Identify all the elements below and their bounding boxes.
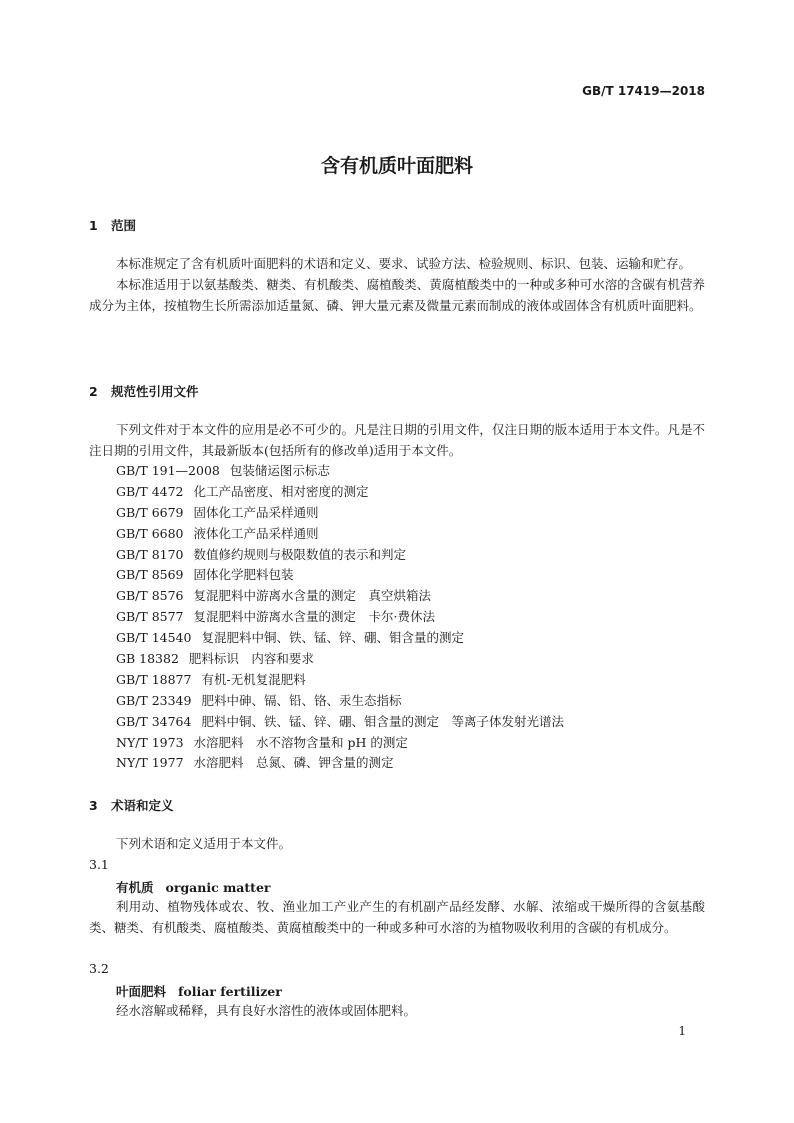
reference-title: 固体化学肥料包装 bbox=[193, 567, 294, 583]
reference-item bbox=[116, 753, 564, 774]
term-definition bbox=[89, 896, 705, 938]
section-title: 范围 bbox=[111, 218, 137, 233]
reference-title: 水溶肥料 水不溶物含量和 pH 的测定 bbox=[193, 734, 408, 750]
reference-title: 复混肥料中游离水含量的测定 真空烘箱法 bbox=[193, 588, 432, 604]
reference-code: GB/T 23349 bbox=[116, 692, 192, 708]
reference-item bbox=[116, 670, 564, 691]
reference-item bbox=[116, 565, 564, 586]
reference-code: GB/T 8569 bbox=[116, 567, 184, 583]
paragraph: 经水溶解或稀释，具有良好水溶性的液体或固体肥料。 bbox=[116, 1003, 417, 1018]
section-heading-scope bbox=[89, 216, 136, 234]
terms-intro bbox=[89, 833, 705, 854]
term-chinese: 叶面肥料 bbox=[116, 984, 167, 999]
reference-title: 包装储运图示标志 bbox=[229, 463, 330, 478]
reference-item bbox=[116, 607, 564, 628]
reference-code: GB/T 14540 bbox=[116, 630, 192, 646]
standard-code: GB/T 17419—2018 bbox=[582, 84, 705, 98]
reference-title: 固体化工产品采样通则 bbox=[193, 504, 319, 520]
reference-title: 复混肥料中铜、铁、锰、锌、硼、钼含量的测定 bbox=[201, 630, 464, 646]
reference-code: GB/T 191—2008 bbox=[116, 463, 220, 478]
page-number: 1 bbox=[678, 1024, 686, 1038]
reference-item bbox=[116, 691, 564, 712]
reference-code: GB/T 6680 bbox=[116, 525, 184, 541]
reference-code: GB/T 18877 bbox=[116, 671, 192, 687]
reference-item bbox=[116, 628, 564, 649]
reference-title: 肥料中砷、镉、铅、铬、汞生态指标 bbox=[201, 692, 402, 708]
reference-code: NY/T 1973 bbox=[116, 734, 184, 750]
reference-item bbox=[116, 482, 564, 503]
reference-item bbox=[116, 649, 564, 670]
section-number: 3 bbox=[89, 798, 98, 813]
reference-item bbox=[116, 545, 564, 566]
reference-title: 水溶肥料 总氮、磷、钾含量的测定 bbox=[193, 755, 394, 771]
reference-item bbox=[116, 733, 564, 754]
paragraph: 本标准适用于以氨基酸类、糖类、有机酸类、腐植酸类、黄腐植酸类中的一种或多种可水溶的含碳有机营养成分为主体，按植物生长所需添加适量氮、磷、钾大量元素及微量元素而制成的液体或固体含有机质叶面肥料。 bbox=[89, 277, 705, 313]
normative-refs-intro bbox=[89, 419, 705, 461]
section-title: 术语和定义 bbox=[111, 798, 174, 813]
term-chinese: 有机质 bbox=[116, 880, 154, 895]
reference-code: GB/T 34764 bbox=[116, 713, 192, 729]
reference-item bbox=[116, 712, 564, 733]
reference-title: 数值修约规则与极限数值的表示和判定 bbox=[193, 546, 407, 562]
reference-code: GB/T 4472 bbox=[116, 483, 184, 499]
paragraph: 利用动、植物残体或农、牧、渔业加工产业产生的有机副产品经发酵、水解、浓缩或干燥所得的含氨基酸类、糖类、有机酸类、腐植酸类、黄腐植酸类中的一种或多种可水溶的为植物吸收利用的含碳的有机成分。 bbox=[89, 899, 705, 935]
reference-code: GB/T 8576 bbox=[116, 588, 184, 604]
reference-code: GB/T 6679 bbox=[116, 504, 184, 520]
term-heading bbox=[116, 878, 271, 896]
term-english: organic matter bbox=[165, 880, 271, 895]
reference-item bbox=[116, 524, 564, 545]
term-english: foliar fertilizer bbox=[178, 984, 282, 999]
reference-code: GB/T 8170 bbox=[116, 546, 184, 562]
reference-title: 肥料标识 内容和要求 bbox=[188, 651, 314, 667]
reference-item bbox=[116, 503, 564, 524]
reference-title: 复混肥料中游离水含量的测定 卡尔·费休法 bbox=[193, 609, 435, 625]
section-heading-normative-refs bbox=[89, 382, 199, 400]
section-heading-terms bbox=[89, 796, 174, 814]
clause-number: 3.2 bbox=[89, 961, 109, 976]
clause-number: 3.1 bbox=[89, 857, 109, 872]
paragraph: 下列术语和定义适用于本文件。 bbox=[116, 836, 292, 851]
reference-item bbox=[116, 586, 564, 607]
scope-body bbox=[89, 253, 705, 316]
term-definition bbox=[89, 1000, 705, 1021]
reference-code: NY/T 1977 bbox=[116, 755, 184, 771]
reference-code: GB 18382 bbox=[116, 651, 179, 667]
reference-list bbox=[116, 461, 564, 774]
section-title: 规范性引用文件 bbox=[111, 384, 199, 399]
reference-item bbox=[116, 461, 564, 482]
term-heading bbox=[116, 982, 282, 1000]
reference-title: 肥料中铜、铁、锰、锌、硼、钼含量的测定 等离子体发射光谱法 bbox=[201, 713, 564, 729]
paragraph: 下列文件对于本文件的应用是必不可少的。凡是注日期的引用文件，仅注日期的版本适用于本文件。凡是不注日期的引用文件，其最新版本(包括所有的修改单)适用于本文件。 bbox=[89, 422, 705, 458]
section-number: 1 bbox=[89, 218, 98, 233]
reference-title: 液体化工产品采样通则 bbox=[193, 525, 319, 541]
section-number: 2 bbox=[89, 384, 98, 399]
reference-title: 化工产品密度、相对密度的测定 bbox=[193, 483, 369, 499]
reference-title: 有机-无机复混肥料 bbox=[201, 671, 306, 687]
document-title: 含有机质叶面肥料 bbox=[320, 155, 473, 177]
reference-code: GB/T 8577 bbox=[116, 609, 184, 625]
paragraph: 本标准规定了含有机质叶面肥料的术语和定义、要求、试验方法、检验规则、标识、包装、运输和贮存。 bbox=[116, 256, 692, 271]
